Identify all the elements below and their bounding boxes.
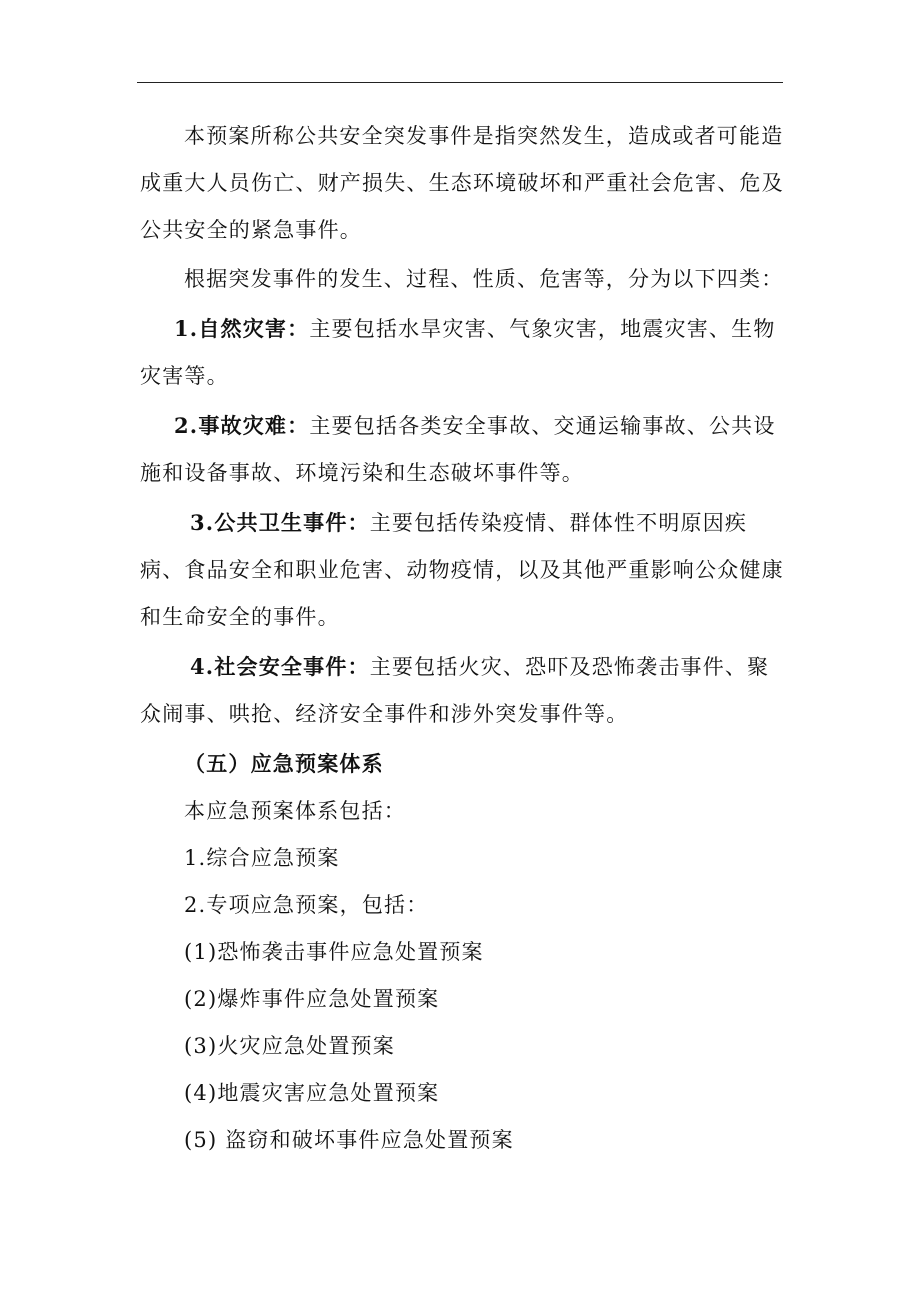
header-rule bbox=[137, 82, 783, 83]
list-item: (5) 盗窃和破坏事件应急处置预案 bbox=[184, 1128, 514, 1152]
list-item: (2)爆炸事件应急处置预案 bbox=[184, 987, 440, 1011]
list-item: (1)恐怖袭击事件应急处置预案 bbox=[184, 940, 484, 964]
category-natural-disaster bbox=[140, 305, 784, 400]
category-text: 主要包括火灾、恐吓及恐怖袭击事件、聚众闹事、哄抢、经济安全事件和涉外突发事件等。 bbox=[140, 655, 770, 726]
category-label: 3.公共卫生事件： bbox=[190, 510, 370, 535]
category-social-security bbox=[140, 643, 784, 738]
plan-system-intro: 本应急预案体系包括： bbox=[184, 799, 406, 823]
category-text: 主要包括水旱灾害、气象灾害，地震灾害、生物灾害等。 bbox=[140, 317, 776, 388]
list-item: (4)地震灾害应急处置预案 bbox=[184, 1081, 440, 1105]
category-text: 主要包括传染疫情、群体性不明原因疾病、食品安全和职业危害、动物疫情，以及其他严重影响公众健康和生命安全的事件。 bbox=[140, 511, 784, 629]
category-label: 1.自然灾害： bbox=[174, 316, 310, 341]
document-body bbox=[140, 113, 784, 1164]
category-text: 主要包括各类安全事故、交通运输事故、公共设施和设备事故、环境污染和生态破坏事件等。 bbox=[140, 414, 776, 485]
category-accident-disaster bbox=[140, 402, 784, 497]
section-heading: （五）应急预案体系 bbox=[184, 751, 384, 776]
list-item: 1.综合应急预案 bbox=[184, 846, 340, 870]
paragraph-classification: 根据突发事件的发生、过程、性质、危害等，分为以下四类： bbox=[184, 267, 784, 291]
list-item: (3)火灾应急处置预案 bbox=[184, 1034, 395, 1058]
category-label: 4.社会安全事件： bbox=[190, 654, 370, 679]
category-label: 2.事故灾难： bbox=[174, 413, 310, 438]
plan-system-list bbox=[140, 788, 784, 1164]
category-public-health bbox=[140, 499, 784, 641]
list-item: 2.专项应急预案，包括： bbox=[184, 893, 429, 917]
paragraph-definition: 本预案所称公共安全突发事件是指突然发生，造成或者可能造成重大人员伤亡、财产损失、生态环境破坏和严重社会危害、危及公共安全的紧急事件。 bbox=[140, 124, 784, 242]
